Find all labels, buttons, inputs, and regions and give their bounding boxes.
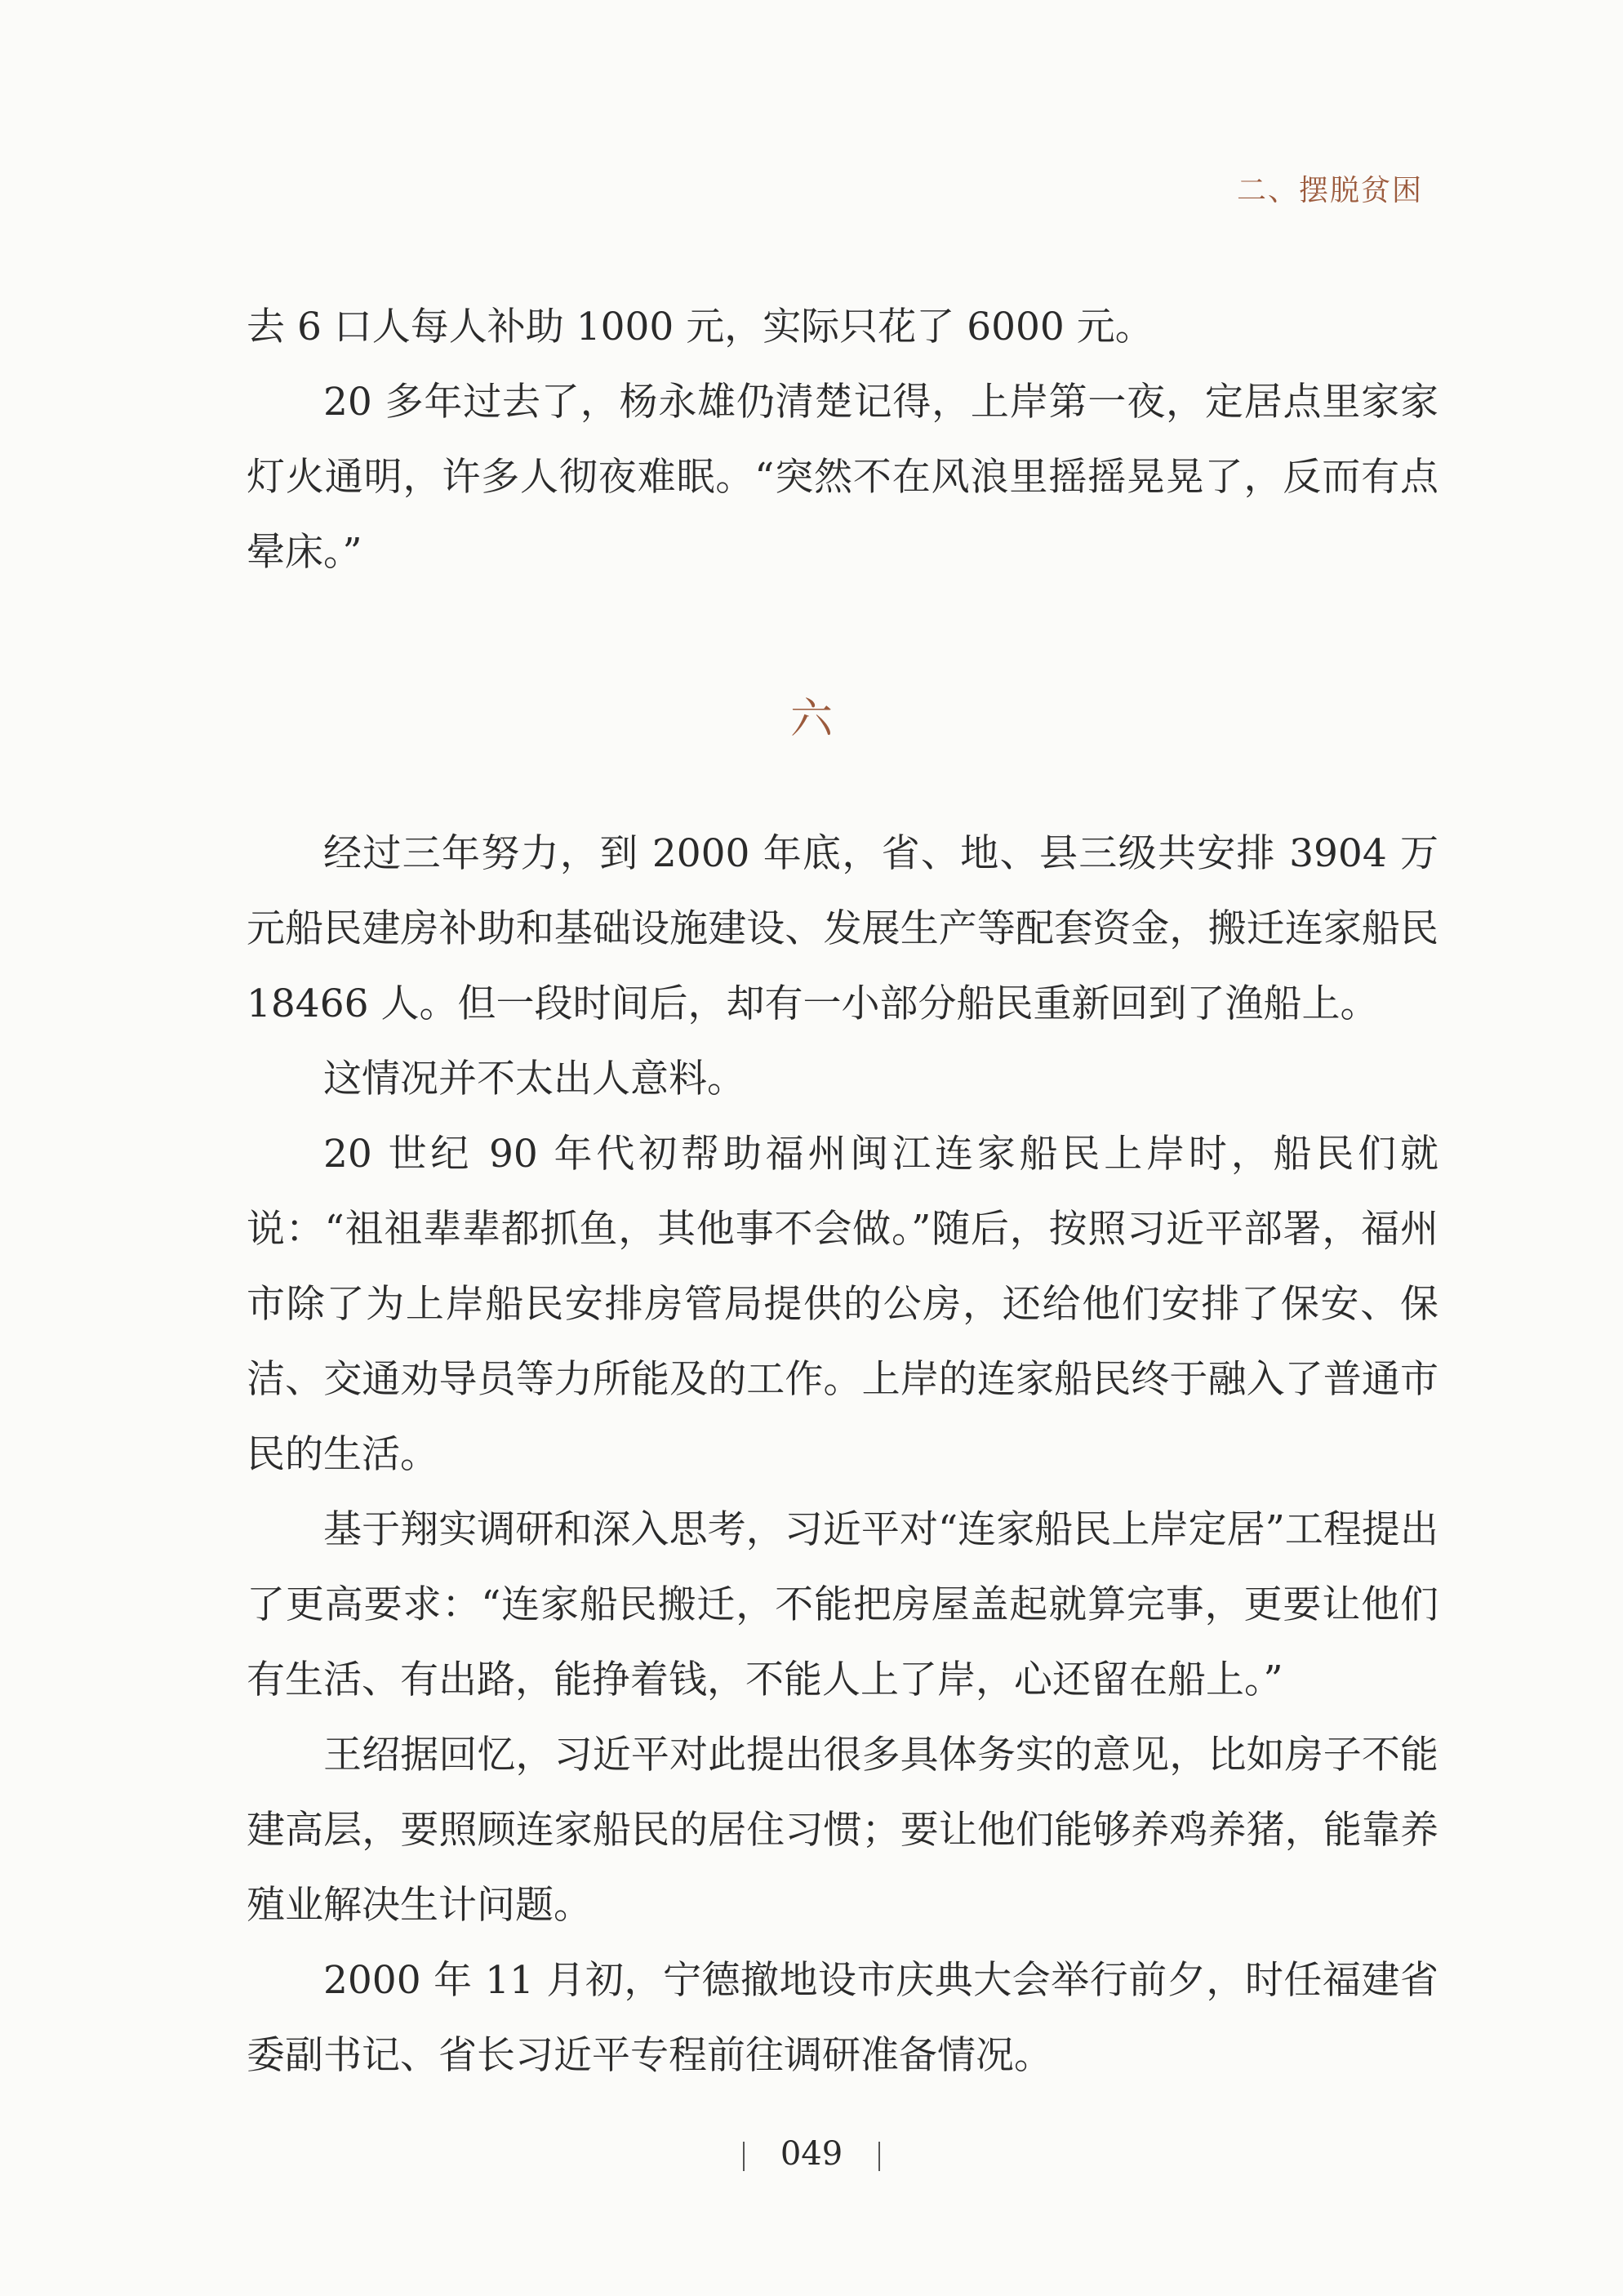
paragraph: 20 世纪 90 年代初帮助福州闽江连家船民上岸时，船民们就说：“祖祖辈辈都抓鱼，其他事不会做。”随后，按照习近平部署，福州市除了为上岸船民安排房管局提供的公房，还给他们安排了保安、保洁、交通劝导员等力所能及的工作。上岸的连家船民终于融入了普通市民的生活。: [247, 1132, 1438, 1477]
section-heading: 六: [789, 695, 833, 744]
paragraph-continued: 去 6 口人每人补助 1000 元，实际只花了 6000 元。: [247, 305, 1154, 349]
page-number: 049: [780, 2135, 843, 2173]
paragraph: 20 多年过去了，杨永雄仍清楚记得，上岸第一夜，定居点里家家灯火通明，许多人彻夜难眠。“突然不在风浪里摇摇晃晃了，反而有点晕床。”: [247, 380, 1438, 575]
paragraph: 2000 年 11 月初，宁德撤地设市庆典大会举行前夕，时任福建省委副书记、省长习近平专程前往调研准备情况。: [247, 1958, 1438, 2078]
paragraph: 基于翔实调研和深入思考，习近平对“连家船民上岸定居”工程提出了更高要求：“连家船民搬迁，不能把房屋盖起就算完事，更要让他们有生活、有出路，能挣着钱，不能人上了岸，心还留在船上。”: [247, 1507, 1438, 1702]
page-footer: [0, 2135, 1623, 2173]
paragraph: 这情况并不太出人意料。: [323, 1057, 745, 1101]
folio-left-rule: [743, 2142, 745, 2171]
paragraph: 经过三年努力，到 2000 年底，省、地、县三级共安排 3904 万元船民建房补助和基础设施建设、发展生产等配套资金，搬迁连家船民 18466 人。但一段时间后，却有一小部分船民重新回到了渔船上。: [247, 831, 1438, 1026]
top-text-block: [247, 290, 1438, 590]
paragraph: 王绍据回忆，习近平对此提出很多具体务实的意见，比如房子不能建高层，要照顾连家船民的居住习惯；要让他们能够养鸡养猪，能靠养殖业解决生计问题。: [247, 1733, 1438, 1928]
folio-right-rule: [878, 2142, 880, 2171]
main-text-block: [247, 817, 1438, 2094]
running-title: 二、摆脱贫困: [1236, 174, 1423, 207]
